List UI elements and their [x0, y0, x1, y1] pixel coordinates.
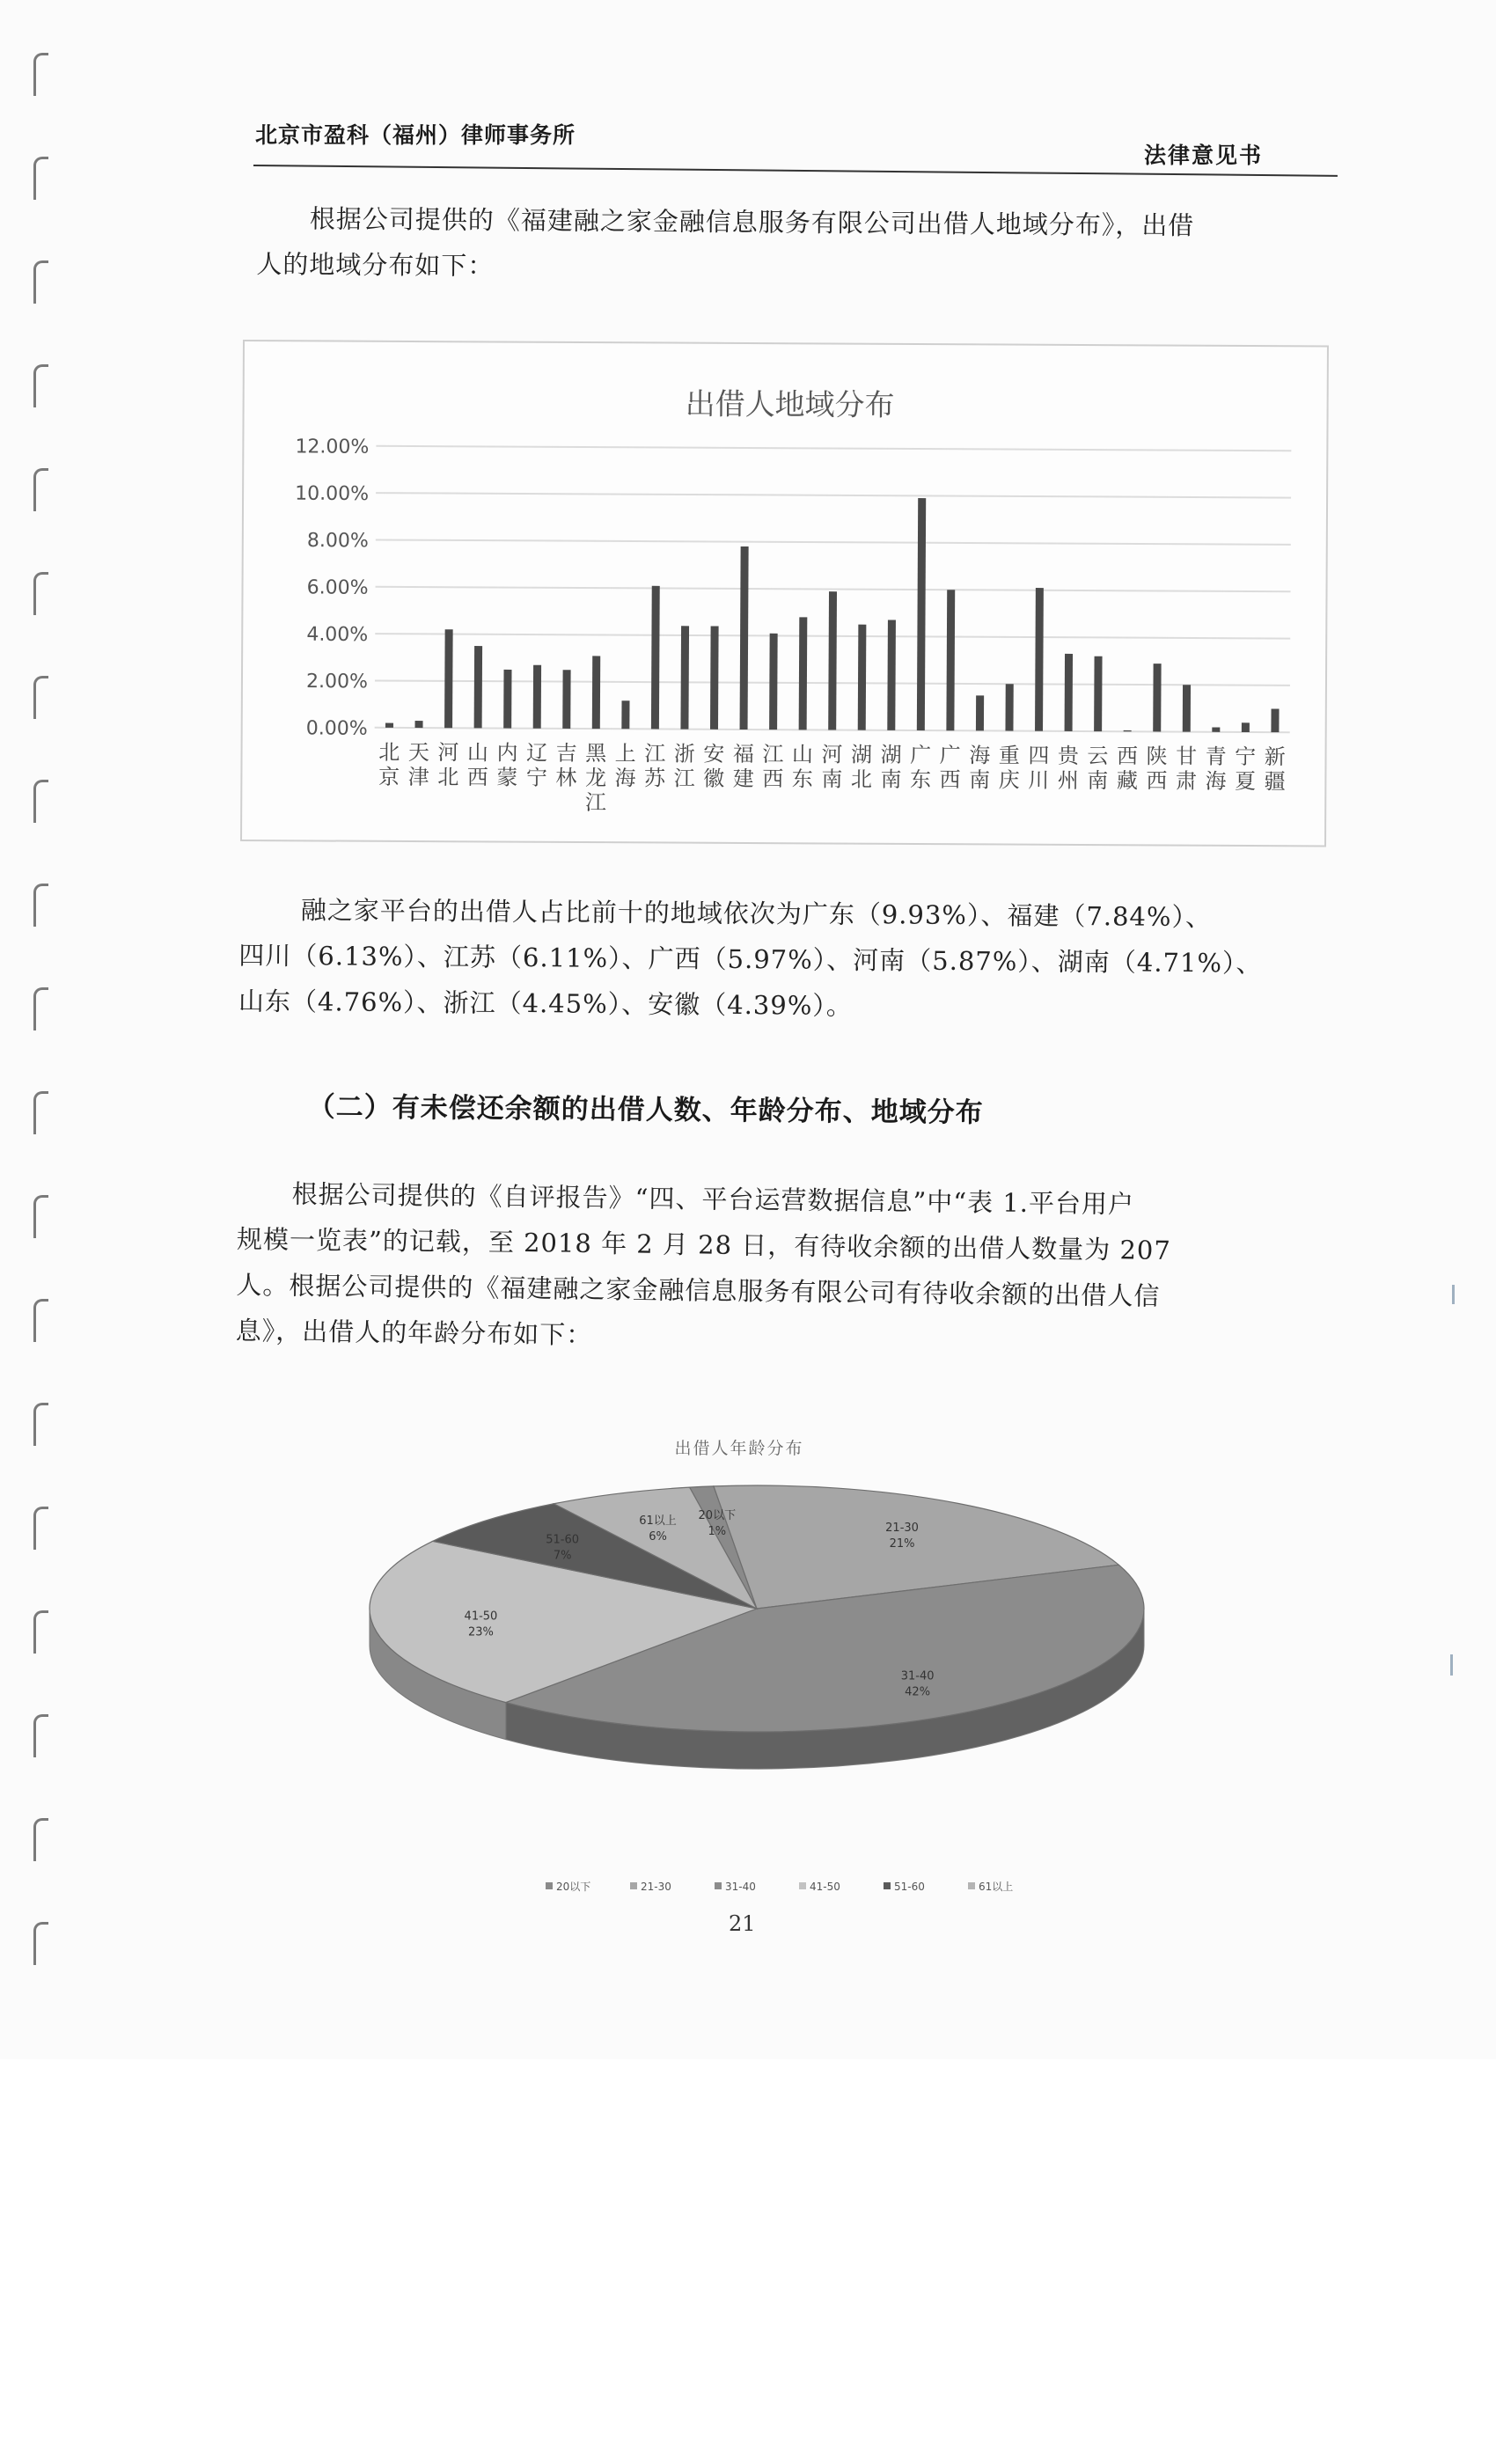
binding-ring: [33, 260, 48, 304]
bar-19: [946, 590, 955, 730]
binding-ring: [33, 572, 48, 615]
paragraph-line: 融之家平台的出借人占比前十的地域依次为广东（9.93%）、福建（7.84%）、: [300, 895, 1213, 933]
binding-ring: [33, 53, 48, 96]
paragraph-line: 息》，出借人的年龄分布如下：: [235, 1315, 593, 1350]
pie-slice-label: 20以下: [698, 1509, 737, 1523]
binding-ring: [33, 676, 48, 719]
x-tick-label: 宁: [525, 765, 547, 790]
x-tick-label: 州: [1057, 767, 1079, 793]
gridline: [376, 587, 1291, 591]
x-tick-label: 苏: [644, 766, 666, 791]
pie-slice-label: 31-40: [900, 1669, 935, 1683]
x-tick-label: 海: [614, 766, 636, 791]
intro-paragraph: [256, 195, 1194, 294]
x-tick-label: 海: [1205, 768, 1227, 794]
x-tick-label: 天: [407, 739, 429, 766]
legend-label: 41-50: [810, 1881, 840, 1893]
bar-8: [621, 700, 629, 729]
bar-29: [1242, 722, 1250, 732]
chart-title: 出借人地域分布: [685, 386, 895, 423]
pie-slice-percent: 1%: [708, 1525, 727, 1539]
x-tick-label: 北: [378, 739, 400, 765]
bar-7: [592, 656, 600, 729]
x-tick-label: 山: [466, 740, 489, 766]
x-tick-label: 津: [407, 764, 429, 790]
binding-ring: [33, 987, 48, 1030]
bar-4: [503, 670, 511, 729]
x-tick-label: 京: [378, 764, 400, 789]
x-tick-label: 南: [1087, 768, 1109, 794]
x-tick-label: 南: [969, 767, 991, 793]
binding-ring: [33, 1714, 48, 1757]
bar-21: [1005, 684, 1013, 730]
pie-slice-label: 61以上: [639, 1514, 677, 1528]
x-tick-label: 上: [614, 741, 636, 766]
legend-swatch: [630, 1882, 637, 1889]
x-tick-label: 黑: [585, 741, 607, 766]
x-tick-label: 辽: [525, 740, 548, 766]
x-tick-label: 西: [1146, 768, 1168, 794]
x-tick-label: 西: [939, 767, 961, 793]
bar-24: [1094, 656, 1102, 731]
paragraph-line: 人。根据公司提供的《福建融之家金融信息服务有限公司有待收余额的出借人信: [236, 1269, 1161, 1311]
binding-ring: [33, 1195, 48, 1238]
binding-ring: [33, 1299, 48, 1342]
x-tick-label: 江: [762, 742, 784, 767]
age-pie-chart: [317, 1408, 1232, 1918]
binding-ring: [33, 1610, 48, 1654]
x-tick-label: 北: [850, 766, 873, 792]
ring-binding: [25, 53, 69, 2024]
x-tick-label: 贵: [1057, 743, 1079, 768]
binding-ring: [33, 1818, 48, 1861]
x-tick-label: 广: [910, 742, 932, 768]
x-tick-label: 吉: [555, 740, 577, 766]
legend-swatch: [968, 1882, 975, 1889]
x-tick-label: 疆: [1264, 769, 1286, 795]
y-tick-label: 12.00%: [295, 436, 370, 458]
y-tick-label: 4.00%: [306, 623, 369, 647]
x-tick-label: 河: [437, 740, 459, 766]
x-tick-label: 南: [821, 766, 843, 792]
x-tick-label: 内: [496, 740, 518, 766]
bar-5: [533, 665, 541, 729]
bar-12: [740, 546, 749, 730]
x-tick-label: 藏: [1116, 768, 1138, 794]
bar-15: [828, 591, 837, 730]
x-tick-label: 江: [644, 741, 666, 766]
x-tick-label: 云: [1087, 744, 1109, 769]
pie-slice-label: 41-50: [464, 1610, 498, 1624]
bar-20: [976, 695, 984, 730]
legend-label: 61以上: [979, 1881, 1014, 1893]
gridline: [376, 446, 1291, 451]
x-tick-label: 夏: [1234, 768, 1257, 795]
document-type: 法律意见书: [1144, 143, 1264, 168]
scan-mark: [1452, 1285, 1455, 1304]
bar-30: [1271, 708, 1279, 732]
legend-label: 20以下: [556, 1881, 591, 1893]
bar-10: [680, 626, 689, 729]
y-tick-label: 8.00%: [306, 530, 369, 553]
x-tick-label: 东: [909, 766, 932, 793]
binding-ring: [33, 1507, 48, 1550]
section-heading: （二）有未偿还余额的出借人数、年龄分布、地域分布: [307, 1090, 984, 1129]
x-tick-label: 西: [1116, 744, 1139, 769]
x-tick-label: 江: [673, 766, 695, 791]
x-tick-label: 东: [791, 766, 813, 792]
x-tick-label: 徽: [703, 766, 725, 791]
scan-mark: [1450, 1654, 1453, 1676]
law-firm-name: 北京市盈科（福州）律师事务所: [255, 122, 576, 148]
bar-18: [917, 498, 926, 730]
x-tick-label: 安: [703, 741, 725, 766]
top-regions-paragraph: [238, 887, 1263, 1032]
x-tick-label: 甘: [1176, 744, 1198, 769]
gridline: [376, 539, 1291, 544]
x-tick-label: 山: [791, 742, 814, 767]
x-tick-label: 广: [939, 743, 961, 768]
bar-25: [1124, 730, 1132, 731]
pie-slice-label: 51-60: [546, 1533, 580, 1547]
pie-slice-percent: 23%: [467, 1625, 494, 1639]
bar-27: [1183, 685, 1191, 731]
binding-ring: [33, 1091, 48, 1134]
bar-17: [887, 620, 896, 730]
region-bar-chart: [240, 340, 1329, 847]
x-tick-label: 肃: [1175, 768, 1198, 794]
x-tick-label: 青: [1205, 744, 1227, 769]
pie-slice-label: 21-30: [885, 1521, 919, 1535]
page-number: 21: [729, 1911, 756, 1936]
bar-chart-svg: [242, 341, 1327, 845]
x-tick-label: 四: [1028, 743, 1050, 768]
legend-label: 51-60: [894, 1881, 925, 1893]
bar-28: [1212, 727, 1220, 731]
x-tick-label: 西: [466, 765, 488, 790]
bar-26: [1153, 664, 1161, 731]
bar-16: [858, 625, 867, 730]
x-tick-label: 河: [821, 742, 843, 767]
binding-ring: [33, 157, 48, 200]
x-tick-label: 龙: [584, 766, 607, 791]
x-tick-label: 西: [762, 766, 784, 792]
bar-13: [769, 634, 778, 730]
pie-slice-percent: 21%: [889, 1536, 915, 1551]
x-tick-label: 林: [555, 765, 577, 790]
pie-slice-percent: 6%: [649, 1529, 667, 1544]
x-tick-label: 海: [969, 743, 991, 768]
bar-22: [1035, 588, 1044, 731]
x-tick-label: 北: [437, 765, 459, 790]
x-tick-label: 浙: [673, 741, 695, 766]
binding-ring: [33, 1922, 48, 1965]
bar-0: [385, 723, 393, 728]
x-tick-label: 湖: [851, 742, 873, 767]
binding-ring: [33, 884, 48, 927]
bar-14: [799, 617, 808, 730]
x-tick-label: 南: [880, 766, 902, 792]
x-tick-label: 重: [998, 743, 1020, 768]
y-tick-label: 2.00%: [306, 671, 369, 693]
x-tick-label: 蒙: [496, 765, 518, 790]
y-tick-label: 10.00%: [295, 482, 370, 506]
pie-slice-percent: 42%: [905, 1685, 931, 1699]
legend-swatch: [799, 1882, 806, 1889]
paragraph-line: 四川（6.13%）、江苏（6.11%）、广西（5.97%）、河南（5.87%）、湖南（4.71%）、: [238, 940, 1263, 979]
pie-chart-svg: [317, 1408, 1232, 1918]
legend-label: 31-40: [725, 1881, 756, 1893]
gridline: [376, 493, 1291, 497]
legend-label: 21-30: [641, 1881, 671, 1893]
bar-9: [651, 586, 660, 730]
binding-ring: [33, 1403, 48, 1446]
bar-1: [415, 721, 423, 728]
y-tick-label: 6.00%: [306, 576, 369, 599]
binding-ring: [33, 780, 48, 823]
paragraph-line: 山东（4.76%）、浙江（4.45%）、安徽（4.39%）。: [238, 986, 853, 1022]
x-tick-label: 建: [732, 766, 754, 792]
x-tick-label: 庆: [998, 767, 1020, 793]
bar-3: [474, 646, 482, 728]
paragraph-line: 根据公司提供的《自评报告》“四、平台运营数据信息”中“表 1.平台用户: [291, 1178, 1135, 1220]
x-tick-label: 新: [1264, 744, 1286, 770]
binding-ring: [33, 468, 48, 511]
bar-6: [562, 670, 570, 729]
legend-swatch: [546, 1882, 553, 1889]
x-tick-label: 陕: [1146, 744, 1168, 769]
x-tick-label: 川: [1028, 767, 1050, 793]
x-tick-label: 福: [732, 741, 754, 767]
y-tick-label: 0.00%: [305, 717, 368, 740]
legend-swatch: [715, 1882, 722, 1889]
pie-slice-percent: 7%: [553, 1549, 572, 1563]
x-tick-label: 湖: [880, 742, 902, 767]
age-intro-paragraph: [235, 1170, 1171, 1365]
chart-title: 出借人年龄分布: [674, 1439, 804, 1458]
bar-23: [1065, 654, 1073, 731]
bar-11: [710, 626, 719, 729]
binding-ring: [33, 364, 48, 407]
x-tick-label: 江: [584, 790, 606, 816]
paragraph-line: 人的地域分布如下：: [256, 248, 495, 282]
paragraph-line: 根据公司提供的《福建融之家金融信息服务有限公司出借人地域分布》，出借: [309, 203, 1195, 241]
paragraph-line: 规模一览表”的记载，至 2018 年 2 月 28 日，有待收余额的出借人数量为 207: [236, 1223, 1172, 1265]
bar-2: [444, 629, 453, 728]
x-tick-label: 宁: [1235, 744, 1257, 770]
legend-swatch: [884, 1882, 891, 1889]
